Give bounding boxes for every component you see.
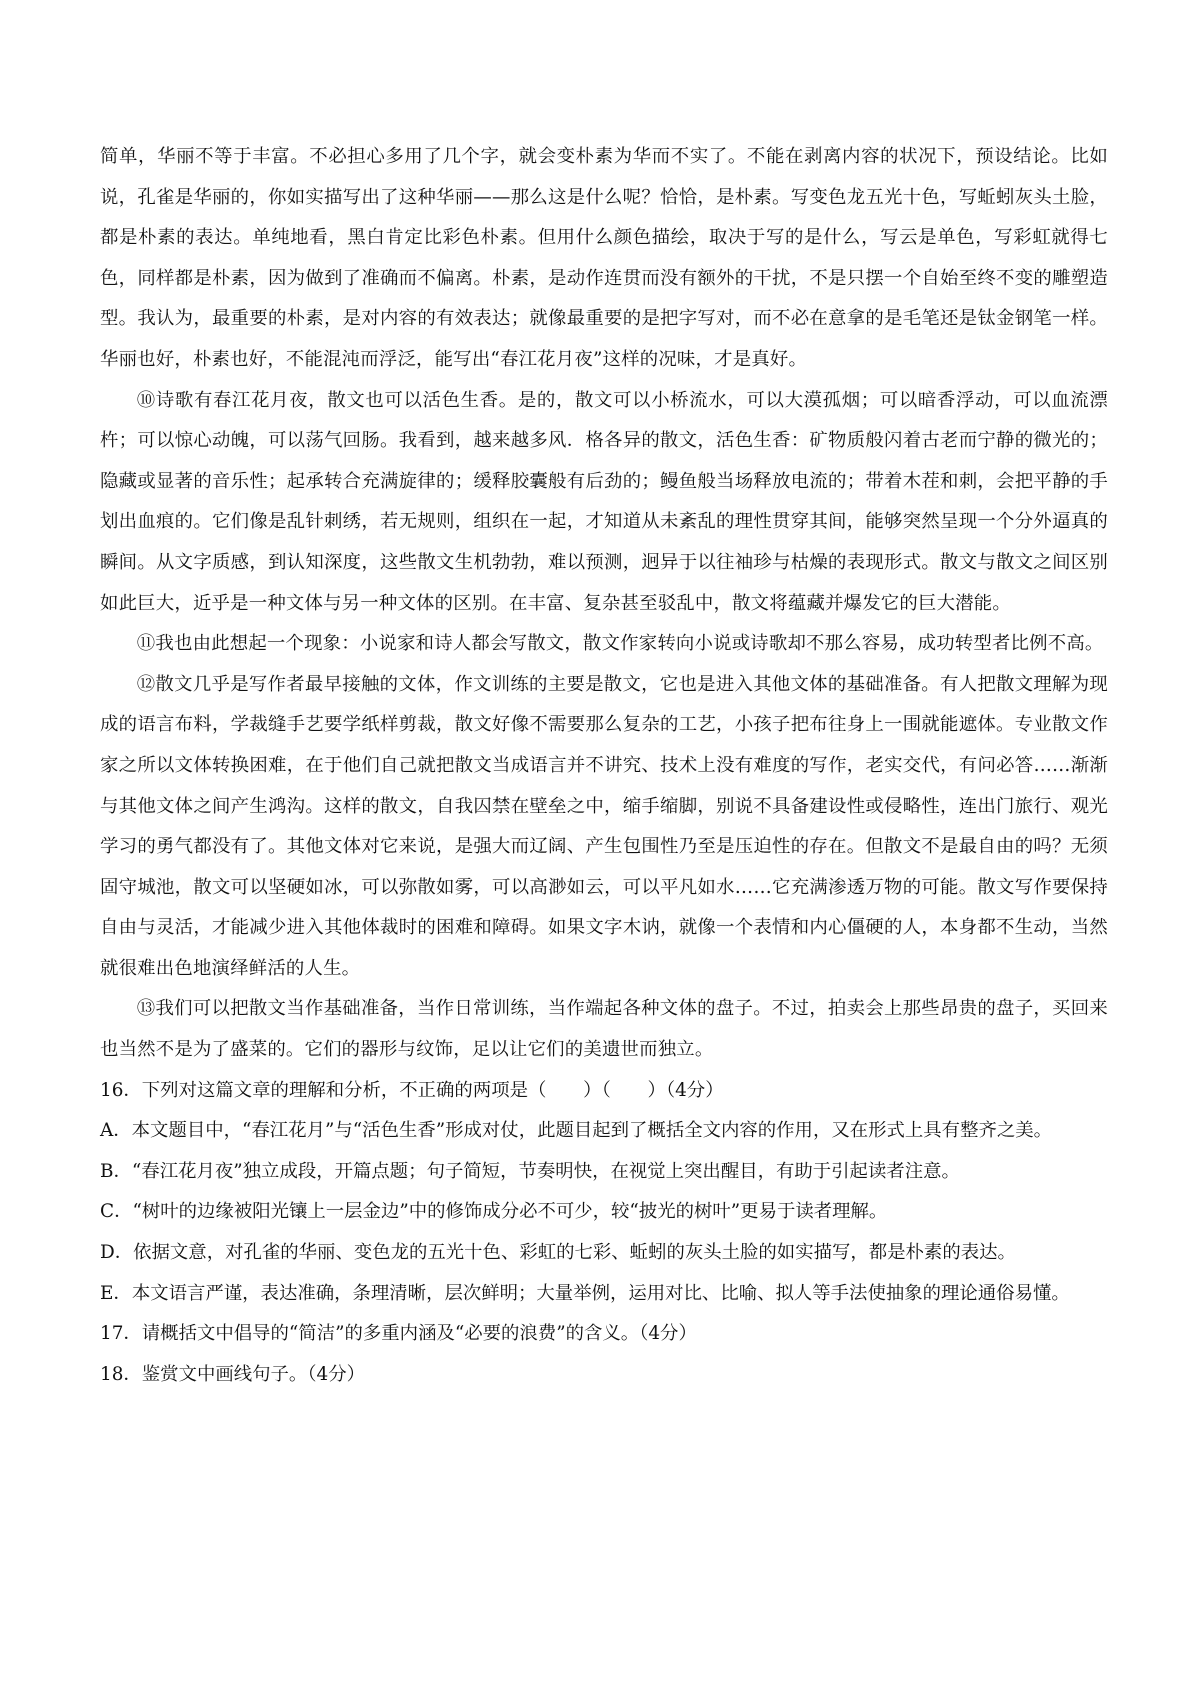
paragraph-13: ⑬我们可以把散文当作基础准备，当作日常训练，当作端起各种文体的盘子。不过，拍卖会上那些昂贵的盘子，买回来也当然不是为了盛菜的。它们的器形与纹饰，足以让它们的美遗世而独立。 [100, 998, 1108, 1061]
question-16-option-a: A．本文题目中，“春江花月”与“活色生香”形成对仗，此题目起到了概括全文内容的作用，又在形式上具有整齐之美。 [100, 1120, 1053, 1142]
question-16-option-d: D．依据文意，对孔雀的华丽、变色龙的五光十色、彩虹的七彩、蚯蚓的灰头土脸的如实描写，都是朴素的表达。 [100, 1242, 1016, 1264]
question-16-title: 16．下列对这篇文章的理解和分析，不正确的两项是（ ）（ ）（4分） [100, 1079, 724, 1101]
question-18-title: 18．鉴赏文中画线句子。（4分） [100, 1363, 365, 1385]
question-17-title: 17．请概括文中倡导的“简洁”的多重内涵及“必要的浪费”的含义。（4分） [100, 1323, 697, 1345]
paragraph-10: ⑩诗歌有春江花月夜，散文也可以活色生香。是的，散文可以小桥流水，可以大漠孤烟；可以暗香浮动，可以血流漂杵；可以惊心动魄，可以荡气回肠。我看到，越来越多风．格各异的散文，活色生香：矿物质般闪着古老而宁静的微光的；隐藏或显著的音乐性；起承转合充满旋律的；缓释胶囊般有后劲的；鳗鱼般当场释放电流的；带着木茬和刺，会把平静的手划出血痕的。它们像是乱针刺绣，若无规则，组织在一起，才知道从未紊乱的理性贯穿其间，能够突然呈现一个分外逼真的瞬间。从文字质感，到认知深度，这些散文生机勃勃，难以预测，迥异于以往袖珍与枯燥的表现形式。散文与散文之间区别如此巨大，近乎是一种文体与另一种文体的区别。在丰富、复杂甚至驳乱中，散文将蕴藏并爆发它的巨大潜能。 [100, 389, 1108, 614]
paragraph-11: ⑪我也由此想起一个现象：小说家和诗人都会写散文，散文作家转向小说或诗歌却不那么容易，成功转型者比例不高。 [136, 633, 1104, 655]
question-16-option-b: B．“春江花月夜”独立成段，开篇点题；句子简短，节奏明快，在视觉上突出醒目，有助于引起读者注意。 [100, 1160, 960, 1182]
paragraph-9-continued: 简单，华丽不等于丰富。不必担心多用了几个字，就会变朴素为华而不实了。不能在剥离内容的状况下，预设结论。比如说，孔雀是华丽的，你如实描写出了这种华丽——那么这是什么呢？恰恰，是朴素。写变色龙五光十色，写蚯蚓灰头土脸，都是朴素的表达。单纯地看，黑白肯定比彩色朴素。但用什么颜色描绘，取决于写的是什么，写云是单色，写彩虹就得七色，同样都是朴素，因为做到了准确而不偏离。朴素，是动作连贯而没有额外的干扰，不是只摆一个自始至终不变的雕塑造型。我认为，最重要的朴素，是对内容的有效表达；就像最重要的是把字写对，而不必在意拿的是毛笔还是钛金钢笔一样。华丽也好，朴素也好，不能混沌而浮泛，能写出“春江花月夜”这样的况味，才是真好。 [100, 146, 1108, 370]
paragraph-12: ⑫散文几乎是写作者最早接触的文体，作文训练的主要是散文，它也是进入其他文体的基础准备。有人把散文理解为现成的语言布料，学裁缝手艺要学纸样剪裁，散文好像不需要那么复杂的工艺，小孩子把布往身上一围就能遮体。专业散文作家之所以文体转换困难，在于他们自己就把散文当成语言并不讲究、技术上没有难度的写作，老实交代，有问必答……渐渐与其他文体之间产生鸿沟。这样的散文，自我囚禁在壁垒之中，缩手缩脚，别说不具备建设性或侵略性，连出门旅行、观光学习的勇气都没有了。其他文体对它来说，是强大而辽阔、产生包围性乃至是压迫性的存在。但散文不是最自由的吗？无须固守城池，散文可以坚硬如冰，可以弥散如雾，可以高渺如云，可以平凡如水……它充满渗透万物的可能。散文写作要保持自由与灵活，才能减少进入其他体裁时的困难和障碍。如果文字木讷，就像一个表情和内心僵硬的人，本身都不生动，当然就很难出色地演绎鲜活的人生。 [100, 673, 1108, 979]
question-16-option-c: C．“树叶的边缘被阳光镶上一层金边”中的修饰成分必不可少，较“披光的树叶”更易于读者理解。 [100, 1201, 888, 1223]
question-16-option-e: E．本文语言严谨，表达准确，条理清晰，层次鲜明；大量举例，运用对比、比喻、拟人等手法使抽象的理论通俗易懂。 [100, 1282, 1070, 1304]
